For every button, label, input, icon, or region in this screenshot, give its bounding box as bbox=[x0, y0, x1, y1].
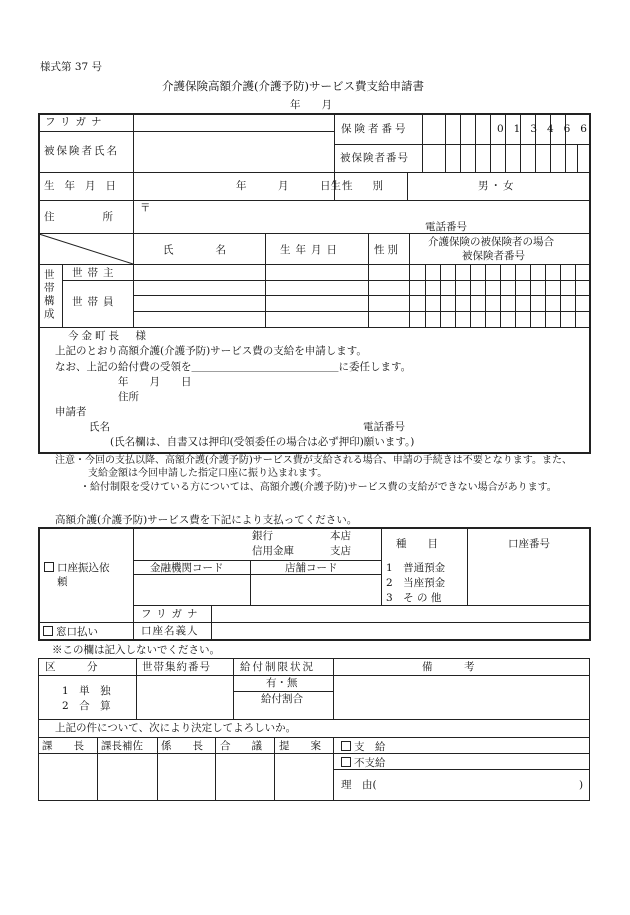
col-restriction: 給付制限状況 bbox=[240, 661, 315, 673]
approver-proposal: 提 案 bbox=[279, 740, 321, 752]
account-furigana-label: フリガナ bbox=[141, 608, 203, 620]
digit: 1 bbox=[513, 123, 521, 135]
col-birth: 生年月日 bbox=[280, 244, 342, 256]
col-category: 区 分 bbox=[45, 661, 98, 673]
bank-transfer-label: 口座振込依 bbox=[57, 562, 110, 574]
seal-note: (氏名欄は、自書又は押印(受領委任の場合は必ず押印)願います。) bbox=[110, 436, 415, 448]
bank-label: 銀行 bbox=[252, 530, 273, 542]
application-date: 年 月 日 bbox=[118, 376, 192, 388]
col-household-no: 世帯集約番号 bbox=[142, 661, 211, 673]
checkbox-icon[interactable] bbox=[43, 626, 53, 636]
approver-subsection-chief: 係 長 bbox=[161, 740, 203, 752]
insurer-number-digits bbox=[497, 124, 587, 135]
category-combined: 2 合 算 bbox=[62, 700, 111, 712]
col-sex: 性別 bbox=[374, 244, 401, 256]
branch-code-label: 店舗コード bbox=[285, 562, 338, 574]
applicant-label: 申請者 bbox=[55, 406, 87, 418]
bank-transfer-option[interactable] bbox=[44, 562, 110, 574]
decision-nopay-option[interactable] bbox=[341, 757, 386, 769]
head-label: 世帯主 bbox=[72, 267, 119, 279]
col-insured-line2: 被保険者番号 bbox=[462, 250, 525, 262]
note-line3: ・給付制限を受けている方については、高額介護(介護予防)サービス費の支給ができない場合があります。 bbox=[80, 482, 557, 493]
approver-consultation: 合 議 bbox=[220, 740, 262, 752]
insurer-number-label: 保険者番号 bbox=[341, 123, 409, 135]
type-option-3: 3 そ の 他 bbox=[386, 592, 442, 604]
institution-code-label: 金融機関コード bbox=[150, 562, 224, 574]
shinkin-label: 信用金庫 bbox=[252, 545, 294, 557]
col-remarks: 備 考 bbox=[422, 661, 475, 673]
digit: 4 bbox=[546, 123, 554, 135]
reason-label: 理 由( bbox=[341, 779, 377, 791]
birthdate-value: 年 月 日生 bbox=[236, 180, 341, 192]
approver-section-chief: 課 長 bbox=[42, 740, 84, 752]
decision-pay-label: 支 給 bbox=[354, 741, 386, 753]
col-name: 氏 名 bbox=[163, 244, 226, 256]
decision-intro: 上記の件について、次により決定してよろしいか。 bbox=[55, 722, 297, 734]
window-payment-option[interactable] bbox=[43, 626, 98, 638]
digit: 6 bbox=[563, 123, 571, 135]
type-option-2: 2 当座預金 bbox=[386, 577, 446, 589]
account-number-label: 口座番号 bbox=[508, 538, 550, 550]
office-note: ※この欄は記入しないでください。 bbox=[52, 644, 220, 656]
furigana-label: フリガナ bbox=[45, 116, 107, 128]
bank-transfer-label-cont: 頼 bbox=[57, 576, 68, 588]
checkbox-icon[interactable] bbox=[341, 741, 351, 751]
restriction-yes-no: 有・無 bbox=[266, 677, 298, 689]
addressee: 今金町長 様 bbox=[68, 330, 149, 342]
account-holder-label: 口座名義人 bbox=[141, 625, 199, 637]
form-title: 介護保険高額介護(介護予防)サービス費支給申請書 bbox=[162, 79, 424, 93]
address-label: 住所 bbox=[44, 211, 161, 223]
form-date: 年 月 bbox=[290, 99, 332, 111]
type-label: 種 目 bbox=[396, 538, 438, 550]
member-label: 世帯員 bbox=[72, 296, 119, 308]
form-number: 様式第 37 号 bbox=[40, 61, 103, 73]
applicant-address: 住所 bbox=[118, 391, 139, 403]
checkbox-icon[interactable] bbox=[341, 757, 351, 767]
application-line1: 上記のとおり高額介護(介護予防)サービス費の支給を申請します。 bbox=[55, 345, 367, 357]
checkbox-icon[interactable] bbox=[44, 562, 54, 572]
payment-intro: 高額介護(介護予防)サービス費を下記により支払ってください。 bbox=[55, 514, 358, 526]
note-line2: 支給金額は今回申請した指定口座に振り込まれます。 bbox=[88, 468, 328, 479]
restriction-rate: 給付割合 bbox=[261, 693, 303, 705]
applicant-name: 氏名 bbox=[89, 421, 110, 433]
decision-nopay-label: 不支給 bbox=[354, 757, 386, 769]
postal-mark: 〒 bbox=[140, 202, 151, 214]
birthdate-label: 生年月日 bbox=[44, 180, 126, 192]
window-payment-label: 窓口払い bbox=[56, 626, 98, 638]
type-option-1: 1 普通預金 bbox=[386, 562, 446, 574]
col-insured-line1: 介護保険の被保険者の場合 bbox=[428, 236, 554, 248]
insured-name-label: 被保険者氏名 bbox=[44, 145, 119, 157]
sex-value: 男・女 bbox=[478, 180, 516, 192]
head-office-label: 本店 bbox=[330, 530, 351, 542]
category-single: 1 単 独 bbox=[62, 685, 111, 697]
phone-label: 電話番号 bbox=[425, 221, 467, 233]
insured-number-label: 被保険者番号 bbox=[340, 152, 409, 164]
applicant-phone: 電話番号 bbox=[363, 421, 405, 433]
application-line2: なお、上記の給付費の受領を＿＿＿＿＿＿＿＿＿＿＿＿＿＿に委任します。 bbox=[55, 361, 412, 373]
reason-close: ) bbox=[579, 779, 584, 791]
digit: 3 bbox=[530, 123, 537, 135]
digit: 6 bbox=[580, 123, 587, 135]
approver-assistant-chief: 課長補佐 bbox=[101, 740, 143, 752]
household-label: 世帯構成 bbox=[44, 269, 55, 320]
note-line1: 注意・今回の支払以降、高額介護(介護予防)サービス費が支給される場合、申請の手続きは不要となります。また、 bbox=[55, 455, 573, 466]
decision-pay-option[interactable] bbox=[341, 741, 386, 753]
branch-label: 支店 bbox=[330, 545, 351, 557]
sex-label: 性別 bbox=[342, 180, 403, 192]
digit: 0 bbox=[497, 123, 504, 135]
